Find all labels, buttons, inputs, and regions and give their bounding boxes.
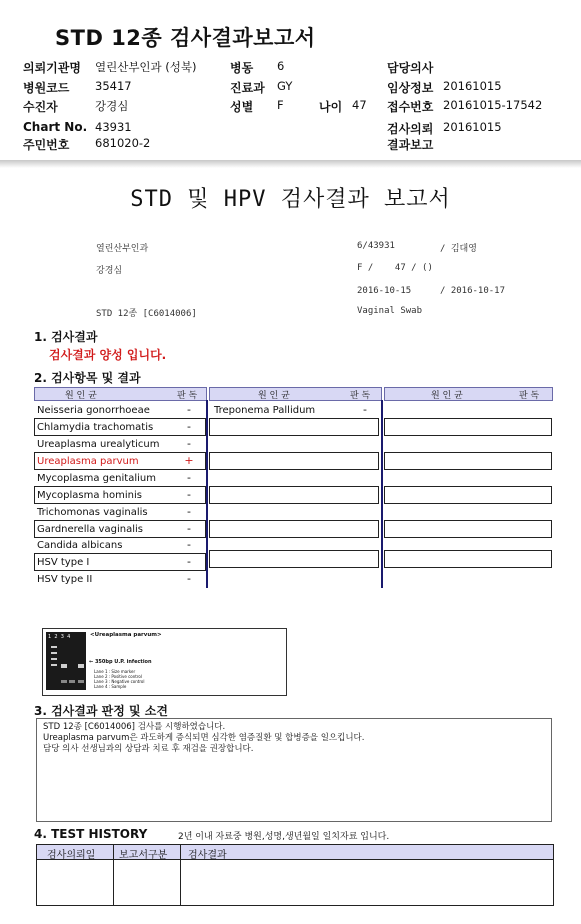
pathogen-result: -: [187, 555, 191, 568]
page-separator: [0, 160, 581, 168]
column-divider: [381, 400, 383, 588]
pathogen-result: -: [187, 572, 191, 585]
gel-band: [51, 658, 57, 660]
label-receipt-number: 접수번호: [387, 100, 434, 114]
value-age: 47: [352, 98, 367, 112]
history-column-divider: [113, 845, 114, 905]
col3-judgement-label: 판 독: [519, 391, 540, 401]
pathogen-result: -: [187, 420, 191, 433]
history-column-divider: [180, 845, 181, 905]
label-patient: 수진자: [23, 100, 58, 114]
report-specimen: Vaginal Swab: [357, 306, 423, 316]
history-table-header: [37, 845, 553, 860]
pathogen-result: -: [187, 538, 191, 551]
report-date-to: / 2016-10-17: [440, 286, 506, 296]
gel-lane-numbers: 1 2 3 4: [48, 634, 71, 640]
label-clinical-info: 임상정보: [387, 81, 434, 95]
empty-item-box: [209, 520, 379, 538]
pathogen-name: Candida albicans: [37, 540, 123, 551]
column-header-1: [34, 387, 207, 401]
report-test-code: STD 12종 [C6014006]: [96, 309, 197, 319]
label-department: 진료과: [230, 81, 265, 95]
overall-result: 검사결과 양성 입니다.: [49, 348, 167, 362]
label-result-report: 결과보고: [387, 138, 434, 152]
value-receipt-number: 20161015-17542: [443, 98, 543, 112]
report-sex-age: F / 47 / (): [357, 263, 433, 273]
pathogen-result: -: [363, 403, 367, 416]
pathogen-name: Neisseria gonorrhoeae: [37, 405, 150, 416]
value-ordering-institution: 열린산부인과 (성북): [95, 60, 197, 74]
gel-band-label-text: 350bp U.P. infection: [94, 659, 152, 665]
label-test-request: 검사의뢰: [387, 122, 434, 136]
gel-band: [51, 652, 57, 654]
col1-pathogen-label: 원 인 균: [65, 391, 97, 401]
test-history-table: [36, 844, 554, 906]
value-hospital-code: 35417: [95, 79, 132, 93]
section3-title: 3. 검사결과 판정 및 소견: [34, 704, 168, 718]
col3-pathogen-label: 원 인 균: [431, 391, 463, 401]
empty-item-box: [209, 550, 379, 568]
section1-title: 1. 검사결과: [34, 330, 98, 344]
pathogen-name: Mycoplasma genitalium: [37, 473, 156, 484]
history-note: 2년 이내 자료중 병원,성명,생년월일 일치자료 입니다.: [178, 832, 390, 842]
value-patient: 강경심: [95, 99, 129, 113]
gel-caption: <Ureaplasma parvum>: [90, 632, 162, 638]
pathogen-name: Trichomonas vaginalis: [37, 507, 148, 518]
gel-legend-item: Lane 3 : Negative control: [94, 679, 145, 684]
history-col-report-type: 보고서구분: [119, 850, 168, 861]
empty-item-box: [209, 452, 379, 470]
report-title: STD 및 HPV 검사결과 보고서: [130, 187, 451, 212]
column-header-3: [384, 387, 553, 401]
col1-judgement-label: 판 독: [177, 391, 198, 401]
pathogen-name: HSV type II: [37, 574, 93, 585]
gel-band-label: ← 350bp U.P. infection: [89, 659, 152, 665]
opinion-line: 담당 의사 선생님과의 상담과 치료 후 재검을 권장합니다.: [43, 744, 254, 754]
pathogen-name: Mycoplasma hominis: [37, 490, 142, 501]
pathogen-name: Chlamydia trachomatis: [37, 422, 154, 433]
value-department: GY: [277, 79, 293, 93]
opinion-line: Ureaplasma parvum은 과도하게 증식되면 심각한 염증질환 및 합병증을 일으킵니다.: [43, 733, 365, 743]
gel-legend-item: Lane 2 : Positive control: [94, 674, 142, 679]
pathogen-name: Ureaplasma urealyticum: [37, 439, 160, 450]
label-sex: 성별: [230, 100, 254, 114]
history-col-result: 검사결과: [188, 850, 227, 861]
gel-photo: [46, 632, 86, 690]
pathogen-result: -: [187, 505, 191, 518]
gel-band: [61, 664, 67, 668]
label-hospital-code: 병원코드: [23, 81, 70, 95]
gel-band: [78, 680, 84, 683]
pathogen-result: -: [187, 403, 191, 416]
gel-electrophoresis-image: [42, 628, 287, 696]
gel-legend-item: Lane 1 : Size marker: [94, 669, 136, 674]
empty-item-box: [209, 486, 379, 504]
label-attending-doctor: 담당의사: [387, 61, 434, 75]
opinion-box: [36, 718, 552, 822]
gel-band: [78, 664, 84, 668]
value-resident-number: 681020-2: [95, 136, 151, 150]
report-doctor: / 김대영: [440, 244, 477, 254]
value-test-request: 20161015: [443, 120, 502, 134]
empty-item-box: [384, 520, 552, 538]
empty-item-box: [384, 418, 552, 436]
label-ordering-institution: 의뢰기관명: [23, 61, 81, 75]
col2-judgement-label: 판 독: [350, 391, 371, 401]
history-col-request-date: 검사의뢰일: [47, 850, 96, 861]
gel-band: [61, 680, 67, 683]
empty-item-box: [209, 418, 379, 436]
label-age: 나이: [319, 100, 343, 114]
pathogen-result: -: [187, 522, 191, 535]
gel-legend-item: Lane 4 : Sample: [94, 684, 127, 689]
empty-item-box: [384, 452, 552, 470]
opinion-line: STD 12종 [C6014006] 검사를 시행하였습니다.: [43, 722, 226, 732]
gel-legend: [94, 669, 144, 689]
pathogen-result-positive: +: [184, 454, 194, 467]
report-patient-code: 6/43931: [357, 241, 395, 251]
pathogen-name: Treponema Pallidum: [214, 405, 316, 416]
gel-band: [51, 664, 57, 666]
empty-item-box: [384, 550, 552, 568]
section4-title: 4. TEST HISTORY: [34, 827, 148, 841]
label-chart-number: Chart No.: [23, 120, 88, 134]
pathogen-result: -: [187, 488, 191, 501]
pathogen-result: -: [187, 471, 191, 484]
report-patient-name: 강경심: [96, 266, 123, 276]
gel-band: [51, 646, 57, 648]
column-divider: [206, 400, 208, 588]
label-ward: 병동: [230, 61, 254, 75]
col2-pathogen-label: 원 인 균: [258, 391, 290, 401]
report-hospital: 열린산부인과: [96, 244, 149, 254]
value-ward: 6: [277, 59, 285, 73]
report-date-from: 2016-10-15: [357, 286, 412, 296]
pathogen-name-positive: Ureaplasma parvum: [37, 456, 139, 467]
gel-band: [69, 680, 75, 683]
section2-title: 2. 검사항목 및 결과: [34, 371, 141, 385]
pathogen-result: -: [187, 437, 191, 450]
empty-item-box: [384, 486, 552, 504]
value-clinical-info: 20161015: [443, 79, 502, 93]
report-main-title: STD 12종 검사결과보고서: [55, 26, 316, 50]
value-sex: F: [277, 98, 284, 112]
label-resident-number: 주민번호: [23, 138, 70, 152]
pathogen-name: Gardnerella vaginalis: [37, 524, 143, 535]
column-header-2: [209, 387, 382, 401]
pathogen-name: HSV type I: [37, 557, 90, 568]
value-chart-number: 43931: [95, 120, 132, 134]
